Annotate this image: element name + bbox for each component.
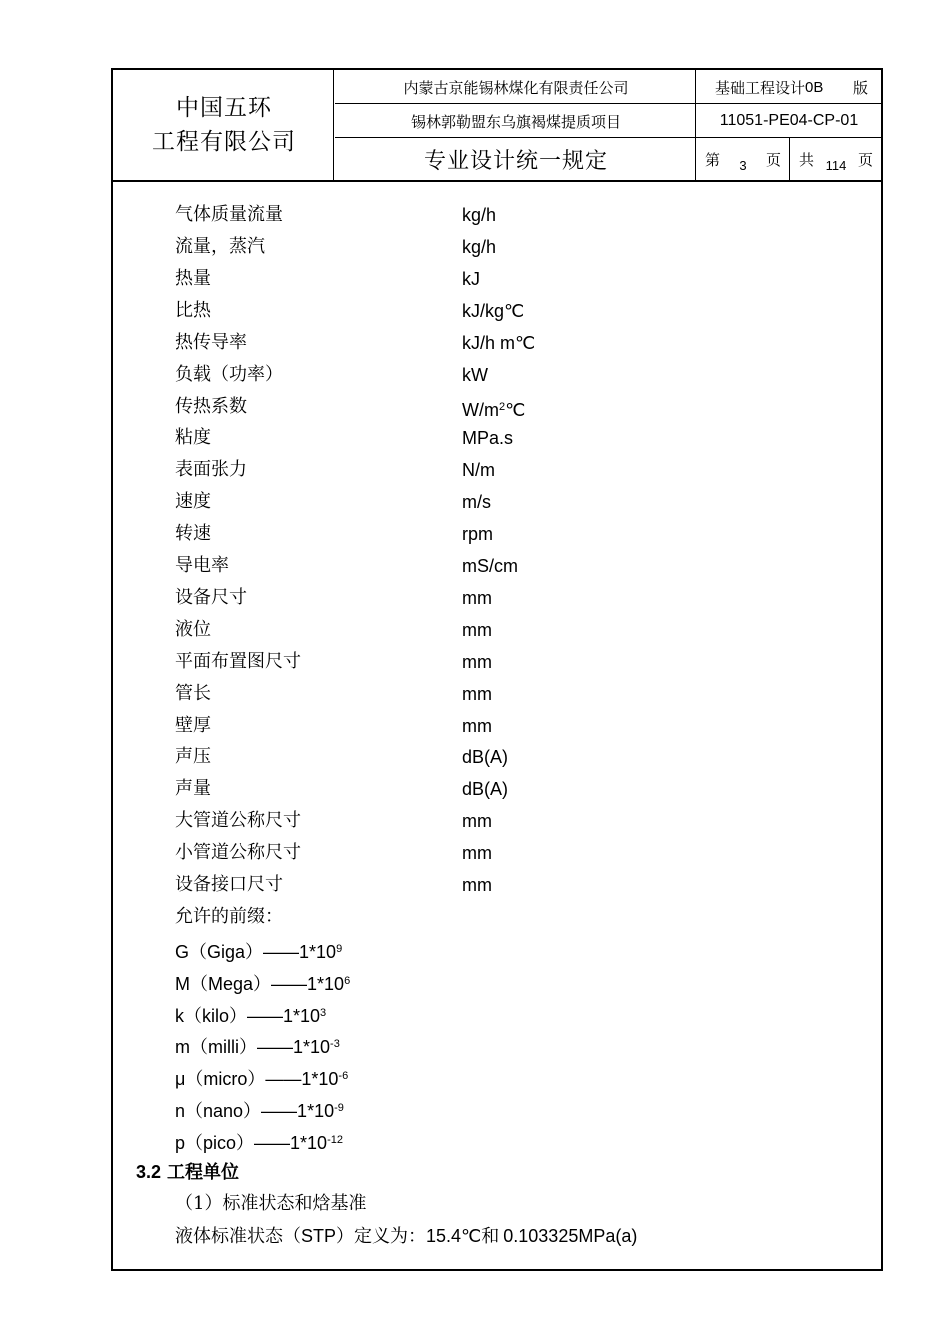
unit-label: 转速 <box>175 523 211 544</box>
title-block <box>113 70 881 182</box>
unit-value: mm <box>462 588 492 608</box>
prefix-item: $k(kilo)——1*10^3$ <box>175 1006 327 1026</box>
subsection-heading: （1）标准状态和焓基准 <box>175 1193 367 1214</box>
unit-value: mm <box>462 652 492 672</box>
edition-suffix: 版 <box>853 78 869 97</box>
unit-value: dB(A) <box>462 779 509 799</box>
unit-value: mS/cm <box>462 556 518 576</box>
unit-label: 设备尺寸 <box>175 587 247 608</box>
unit-label: 壁厚 <box>175 715 211 736</box>
unit-label: 管长 <box>175 683 211 704</box>
document-title: 专业设计统一规定 <box>423 148 608 174</box>
document-number: 11051-PE04-CP-01 <box>719 112 859 129</box>
unit-label: 大管道公称尺寸 <box>175 810 301 831</box>
unit-label: 速度 <box>175 491 211 512</box>
prefix-item: $M(Mega)——1*10^6$ <box>175 974 351 994</box>
unit-value: mm <box>462 875 492 895</box>
unit-value: rpm <box>462 524 493 544</box>
unit-value: kg/h <box>462 237 497 257</box>
unit-label: 导电率 <box>175 555 229 576</box>
unit-label: 热传导率 <box>175 332 247 353</box>
unit-label: 热量 <box>175 268 211 289</box>
page-number: 第 3 页 <box>705 150 781 173</box>
project-name: 锡林郭勒盟东乌旗褐煤提质项目 <box>410 112 621 131</box>
stp-definition: 液体标准状态（STP）定义为：15.4℃和 0.103325MPa(a) <box>175 1226 638 1247</box>
design-stage <box>697 70 881 104</box>
section-number: 3.2 <box>136 1162 162 1182</box>
client-name: 内蒙古京能锡林煤化有限责任公司 <box>403 78 629 97</box>
unit-label: 比热 <box>175 300 211 321</box>
unit-label: 表面张力 <box>175 459 247 480</box>
prefix-item: $m(milli)——1*10^{-3}$ <box>175 1037 340 1057</box>
company-line2: 工程有限公司 <box>152 129 296 155</box>
unit-value: kg/h <box>462 205 497 225</box>
current-page: 3 <box>739 157 747 173</box>
unit-label: 设备接口尺寸 <box>175 874 283 895</box>
edition: 0B <box>805 78 824 96</box>
prefix-item: $G(Giga)——1*10^9$ <box>175 942 343 962</box>
unit-value: mm <box>462 620 492 640</box>
company-line1: 中国五环 <box>176 95 272 121</box>
unit-value: kJ/kg℃ <box>462 301 525 321</box>
section-heading <box>136 1156 239 1188</box>
prefix-item: $n(nano)——1*10^{-9}$ <box>175 1101 344 1121</box>
total-pages: 114 <box>825 157 847 173</box>
unit-value: mm <box>462 843 492 863</box>
unit-label: 气体质量流量 <box>175 204 283 225</box>
unit-value: mm <box>462 716 492 736</box>
unit-label: 平面布置图尺寸 <box>175 651 301 672</box>
unit-label: 声量 <box>175 778 211 799</box>
unit-label: 流量，蒸汽 <box>175 236 265 257</box>
company-name <box>113 70 335 180</box>
unit-label: 传热系数 <box>175 396 247 417</box>
section-title: 工程单位 <box>167 1162 240 1183</box>
prefix-item: $\mu(micro)——1*10^{-6}$ <box>175 1069 349 1089</box>
stage-label: 基础工程设计 <box>715 78 806 97</box>
unit-label: 粘度 <box>175 427 211 448</box>
unit-value: kJ <box>462 269 480 289</box>
unit-value: mm <box>462 811 492 831</box>
unit-value: dB(A) <box>462 747 509 767</box>
unit-value: MPa.s <box>462 428 514 448</box>
unit-value: mm <box>462 684 492 704</box>
unit-value: kW <box>462 365 488 385</box>
unit-label: 小管道公称尺寸 <box>175 842 301 863</box>
unit-label: 液位 <box>175 619 211 640</box>
unit-value: m/s <box>462 492 491 512</box>
unit-value: N/m <box>462 460 495 480</box>
unit-label: 负载（功率） <box>175 364 283 385</box>
unit-label: 声压 <box>175 746 211 767</box>
unit-value: kJ/h m℃ <box>462 333 536 353</box>
page-total: 共 114 页 <box>799 150 873 173</box>
unit-value: $W/m^2℃$ <box>462 400 526 420</box>
prefix-heading: 允许的前缀： <box>175 906 283 927</box>
prefix-item: $p(pico)——1*10^{-12}$ <box>175 1133 343 1153</box>
